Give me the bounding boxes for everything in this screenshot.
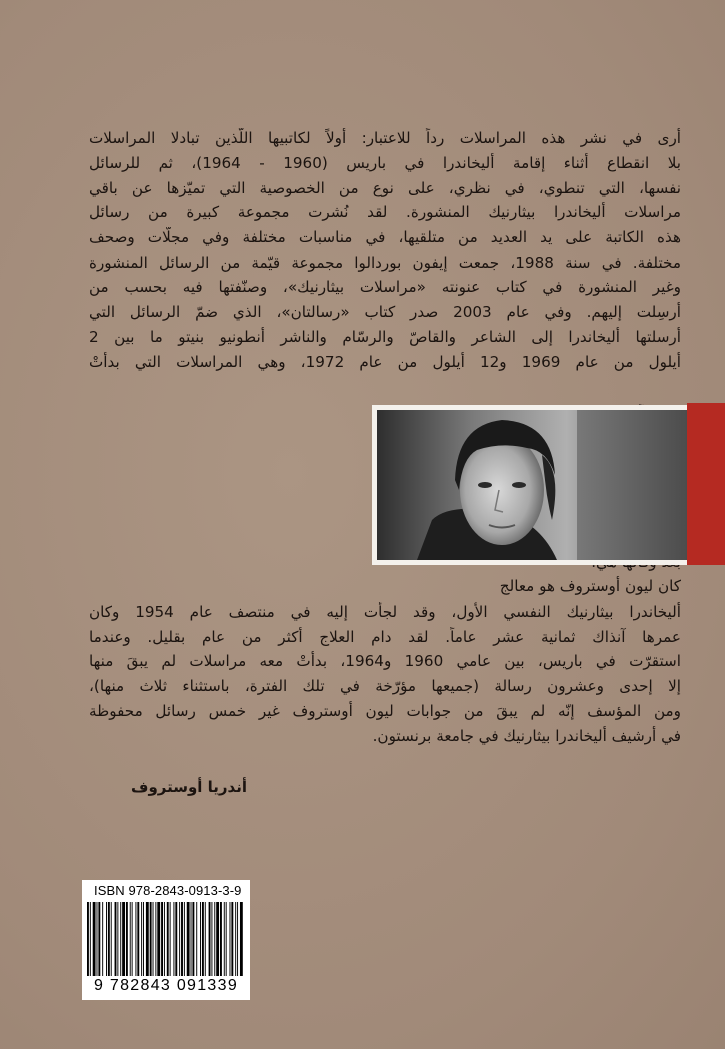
barcode-bar — [181, 902, 183, 976]
text-line: ومن المؤسف إنّه لم يبقَ من جوابات ليون أوستروف غير خمس رسائل محفوظة — [89, 702, 681, 720]
barcode-bar — [120, 902, 121, 976]
barcode-bar — [164, 902, 165, 976]
barcode-bar — [130, 902, 131, 976]
barcode-bar — [214, 902, 215, 976]
text-line: هذه الكاتبة على يد العديد من متلقيها، في مناسبات مختلفة وفي مجلّات وصحف — [89, 228, 681, 246]
text-line: أُرسِلت إليهم. وفي عام 2003 صدر كتاب «رسالتان»، الذي ضمّ الرسائل التي — [89, 303, 681, 321]
barcode-bar — [93, 902, 96, 976]
red-accent-bar — [687, 403, 725, 565]
barcode-bar — [150, 902, 152, 976]
barcode-bar — [187, 902, 190, 976]
text-line: أرى في نشر هذه المراسلات رداً للاعتبار: أولاً لكاتبيها اللّذين تبادلا المراسلات — [89, 129, 681, 147]
author-signature: أندريا أوستروف — [131, 778, 247, 796]
barcode-bar — [167, 902, 169, 976]
barcode-bar — [102, 902, 103, 976]
text-line: إلا إحدى وعشرون رسالة (جميعها مؤرّخة في تلك الفترة، باستثناء ثلاث منها)، — [89, 677, 681, 695]
barcode-bar — [126, 902, 128, 976]
text-line: نفسها، التي تنطوي، في نظري، على نوع من الخصوصية التي تميّزها عن باقي — [89, 179, 681, 197]
barcode-bar — [226, 902, 227, 976]
text-line: عمرها آنذاك ثمانية عشر عاماً. لقد دام العلاج أكثر من عام بقليل. وعندما — [89, 628, 681, 646]
barcode-bar — [87, 902, 89, 976]
barcode-bar — [179, 902, 180, 976]
text-line: كان ليون أوستروف هو معالج — [499, 577, 681, 595]
text-line: أيلول من عام 1969 و12 أيلول من عام 1972، وهي المراسلات التي بدأتْ — [89, 353, 681, 371]
barcode-bar — [209, 902, 211, 976]
barcode-bar — [202, 902, 204, 976]
barcode-bar — [235, 902, 236, 976]
barcode-bar — [97, 902, 98, 976]
barcode-bar — [135, 902, 136, 976]
barcode-bar — [132, 902, 133, 976]
barcode-bar — [108, 902, 110, 976]
barcode-bar — [106, 902, 107, 976]
barcode-bar — [200, 902, 201, 976]
text-line: بلا انقطاع أثناء إقامة أليخاندرا في باريس (1960 - 1964)، ثم للرسائل — [89, 154, 681, 172]
barcode-digits: 9 782843 091339 — [93, 977, 239, 994]
isbn-label: ISBN 978-2843-0913-3-9 — [94, 883, 242, 898]
barcode-bar — [220, 902, 222, 976]
barcode-bar — [155, 902, 156, 976]
barcode-bar — [231, 902, 233, 976]
barcode-bar — [192, 902, 194, 976]
barcode-bar — [117, 902, 118, 976]
barcode-bar — [122, 902, 125, 976]
text-line: استقرّت في باريس، بين عامي 1960 و1964، بدأتْ معه مراسلات لم يبقَ منها — [89, 652, 681, 670]
text-line: أليخاندرا بيثارنيك النفسي الأول، وقد لجأت إليه في منتصف عام 1954 وكان — [89, 603, 681, 621]
barcode-bar — [161, 902, 163, 976]
barcode-bars — [85, 902, 247, 978]
barcode-bar — [184, 902, 185, 976]
barcode-bar — [143, 902, 144, 976]
barcode-bar — [196, 902, 197, 976]
barcode-bar — [90, 902, 91, 976]
text-line: وغير المنشورة في كتاب عنونته «مراسلات بيثارنيك»، وصنّفتها فيه بحسب من — [89, 278, 681, 296]
portrait-illustration — [377, 410, 693, 560]
barcode-bar — [157, 902, 160, 976]
isbn-barcode — [82, 880, 250, 1000]
text-line: مختلفة. في سنة 1988، جمعت إيفون بوردالوا مجموعة قيّمة من الرسائل المنشورة — [89, 254, 681, 272]
barcode-bar — [240, 902, 243, 976]
text-line: أرسلتها أليخاندرا إلى الشاعر والقاصّ والرسّام والناشر أنطونيو بنيتو ما بين 2 — [89, 328, 681, 346]
barcode-bar — [224, 902, 225, 976]
barcode-bar — [173, 902, 174, 976]
barcode-bar — [216, 902, 219, 976]
barcode-bar — [146, 902, 149, 976]
barcode-bar — [211, 902, 212, 976]
barcode-bar — [153, 902, 154, 976]
barcode-bar — [191, 902, 192, 976]
barcode-bar — [170, 902, 171, 976]
barcode-bar — [237, 902, 238, 976]
barcode-bar — [175, 902, 177, 976]
barcode-bar — [230, 902, 231, 976]
barcode-bar — [137, 902, 139, 976]
barcode-bar — [115, 902, 117, 976]
text-line: مراسلات أليخاندرا بيثارنيك المنشورة. لقد نُشرت مجموعة كبيرة من رسائل — [89, 203, 681, 221]
portrait-image — [377, 410, 693, 560]
text-line: في أرشيف أليخاندرا بيثارنيك في جامعة برنستون. — [372, 727, 681, 745]
barcode-bar — [141, 902, 142, 976]
barcode-bar — [98, 902, 100, 976]
author-portrait-photo — [372, 405, 698, 565]
barcode-bar — [111, 902, 112, 976]
barcode-bar — [205, 902, 206, 976]
